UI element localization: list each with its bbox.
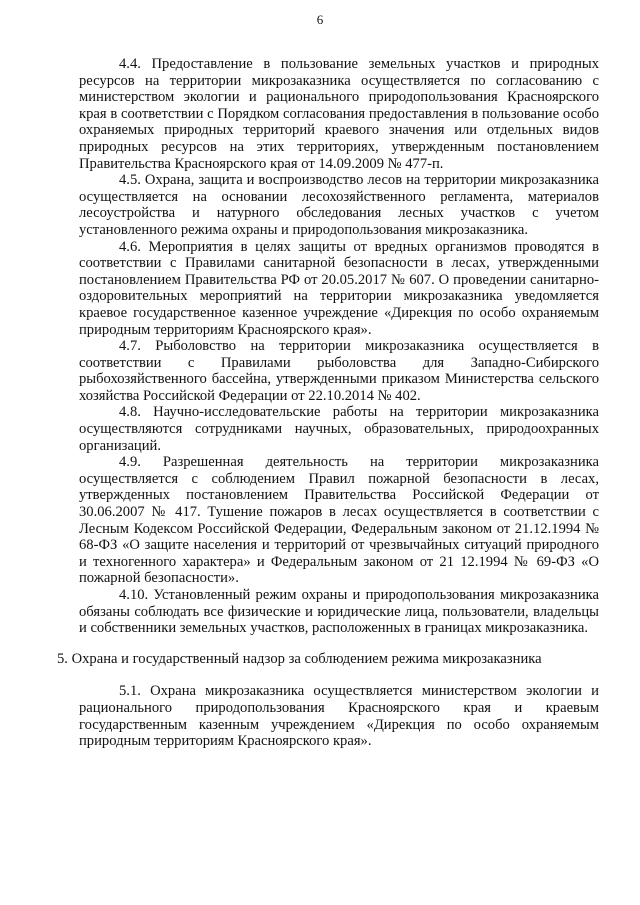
section-heading-5: 5. Охрана и государственный надзор за соблюдением режима микрозаказника xyxy=(57,650,542,667)
paragraph-4-6: 4.6. Мероприятия в целях защиты от вредных организмов проводятся в соответствии с Правилами санитарной безопасности в лесах, утвержденными постановлением Правительства РФ от 20.05.2017 № 607. О проведении санитарно-оздоровительных мероприятий на территории микрозаказника уведомляется краевое государственное казенное учреждение «Дирекция по особо охраняемым природным территориям Красноярского края». xyxy=(79,238,599,338)
paragraph-4-8: 4.8. Научно-исследовательские работы на территории микрозаказника осуществляются сотрудниками научных, образовательных, природоохранных организаций. xyxy=(79,404,599,454)
paragraph-4-7: 4.7. Рыболовство на территории микрозаказника осуществляется в соответствии с Правилами рыболовства для Западно-Сибирского рыбохозяйственного бассейна, утвержденными приказом Министерства сельского хозяйства Российской Федерации от 22.10.2014 № 402. xyxy=(79,338,599,404)
document-body xyxy=(57,56,599,750)
paragraph-4-9: 4.9. Разрешенная деятельность на территории микрозаказника осуществляется с соблюдением Правил пожарной безопасности в лесах, утвержденных постановлением Правительства Российской Федерации от 30.06.2007 № 417. Тушение пожаров в лесах осуществляется в соответствии с Лесным Кодексом Российской Федерации, Федеральным законом от 21.12.1994 № 68-ФЗ «О защите населения и территорий от чрезвычайных ситуаций природного и техногенного характера» и Федеральным законом от 21 12.1994 № 69-ФЗ «О пожарной безопасности». xyxy=(79,454,599,587)
paragraph-4-10: 4.10. Установленный режим охраны и природопользования микрозаказника обязаны соблюдать все физические и юридические лица, пользователи, владельцы и собственники земельных участков, расположенных в границах микрозаказника. xyxy=(79,587,599,637)
paragraph-4-4: 4.4. Предоставление в пользование земельных участков и природных ресурсов на территории микрозаказника осуществляется по согласованию с министерством экологии и рационального природопользования Красноярского края в соответствии с Порядком согласования предоставления в пользование особо охраняемых природных территорий краевого значения или отдельных видов природных ресурсов на этих территориях, утвержденным постановлением Правительства Красноярского края от 14.09.2009 № 477-п. xyxy=(79,56,599,172)
page-number: 6 xyxy=(316,12,324,27)
paragraph-5-1: 5.1. Охрана микрозаказника осуществляется министерством экологии и рационального природопользования Красноярского края и краевым государственным казенным учреждением «Дирекция по особо охраняемым природным территориям Красноярского края». xyxy=(79,683,599,750)
paragraph-4-5: 4.5. Охрана, защита и воспроизводство лесов на территории микрозаказника осуществляется на основании лесохозяйственного регламента, материалов лесоустройства и натурного обследования лесных участков с учетом установленного режима охраны и природопользования микрозаказника. xyxy=(79,172,599,238)
